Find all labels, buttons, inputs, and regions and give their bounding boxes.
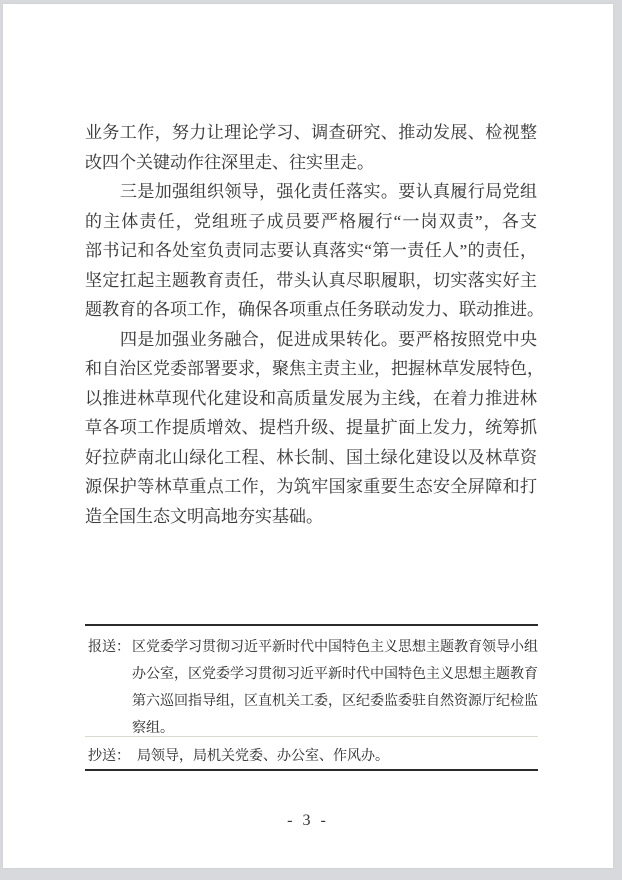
- body-text-line: 的主体责任，党组班子成员要严格履行“一岗双责”，各支: [85, 211, 537, 231]
- report-to-line: 办公室，区党委学习贯彻习近平新时代中国特色主义思想主题教育: [132, 667, 538, 682]
- body-paragraph: [85, 325, 544, 532]
- body-text-line: 改四个关键动作往深里走、往实里走。: [85, 152, 374, 172]
- body-paragraph: [85, 118, 537, 177]
- distribution-bottom-rule: [85, 769, 538, 771]
- report-to-line: 区党委学习贯彻习近平新时代中国特色主义思想主题教育领导小组: [132, 640, 538, 655]
- report-to-label: 报送：: [88, 640, 130, 655]
- distribution-top-rule: [85, 624, 538, 626]
- copy-to-text: 局领导，局机关党委、办公室、作风办。: [137, 749, 389, 764]
- body-text-line: 四是加强业务融合，促进成果转化。要严格按照党中央: [120, 329, 537, 349]
- body-text-line: 三是加强组织领导，强化责任落实。要认真履行局党组: [120, 182, 537, 201]
- body-text-line: 坚定扛起主题教育责任，带头认真尽职履职，切实落实好主: [85, 270, 537, 290]
- page-sheet: [3, 4, 613, 868]
- body-text-line: 和自治区党委部署要求，聚焦主责主业，把握林草发展特色，: [85, 359, 544, 378]
- report-to-lines: [132, 634, 538, 742]
- body-text-line: 源保护等林草重点工作，为筑牢国家重要生态安全屏障和打: [85, 477, 537, 496]
- body-text-line: 造全国生态文明高地夯实基础。: [85, 506, 323, 526]
- body-text-line: 好拉萨南北山绿化工程、林长制、国土绿化建设以及林草资: [85, 447, 537, 467]
- report-to-line: 第六巡回指导组，区直机关工委，区纪委监委驻自然资源厅纪检监: [132, 694, 538, 709]
- copy-to-row: [88, 743, 538, 770]
- body-text-line: 业务工作，努力让理论学习、调查研究、推动发展、检视整: [85, 123, 537, 142]
- body-text-line: 草各项工作提质增效、提档升级、提量扩面上发力，统筹抓: [85, 418, 537, 437]
- document-body: [85, 118, 544, 531]
- distribution-middle-rule: [85, 736, 538, 737]
- report-to-row: [88, 634, 538, 742]
- body-text-line: 以推进林草现代化建设和高质量发展为主线，在着力推进林: [85, 388, 537, 408]
- body-text-line: 题教育的各项工作，确保各项重点任务联动发力、联动推进。: [85, 300, 544, 319]
- report-to-line: 察组。: [132, 721, 174, 736]
- body-text-line: 部书记和各处室负责同志要认真落实“第一责任人”的责任，: [85, 241, 537, 260]
- page-number: - 3 -: [287, 812, 329, 829]
- copy-to-label: 抄送：: [88, 749, 130, 764]
- body-paragraph: [85, 177, 544, 325]
